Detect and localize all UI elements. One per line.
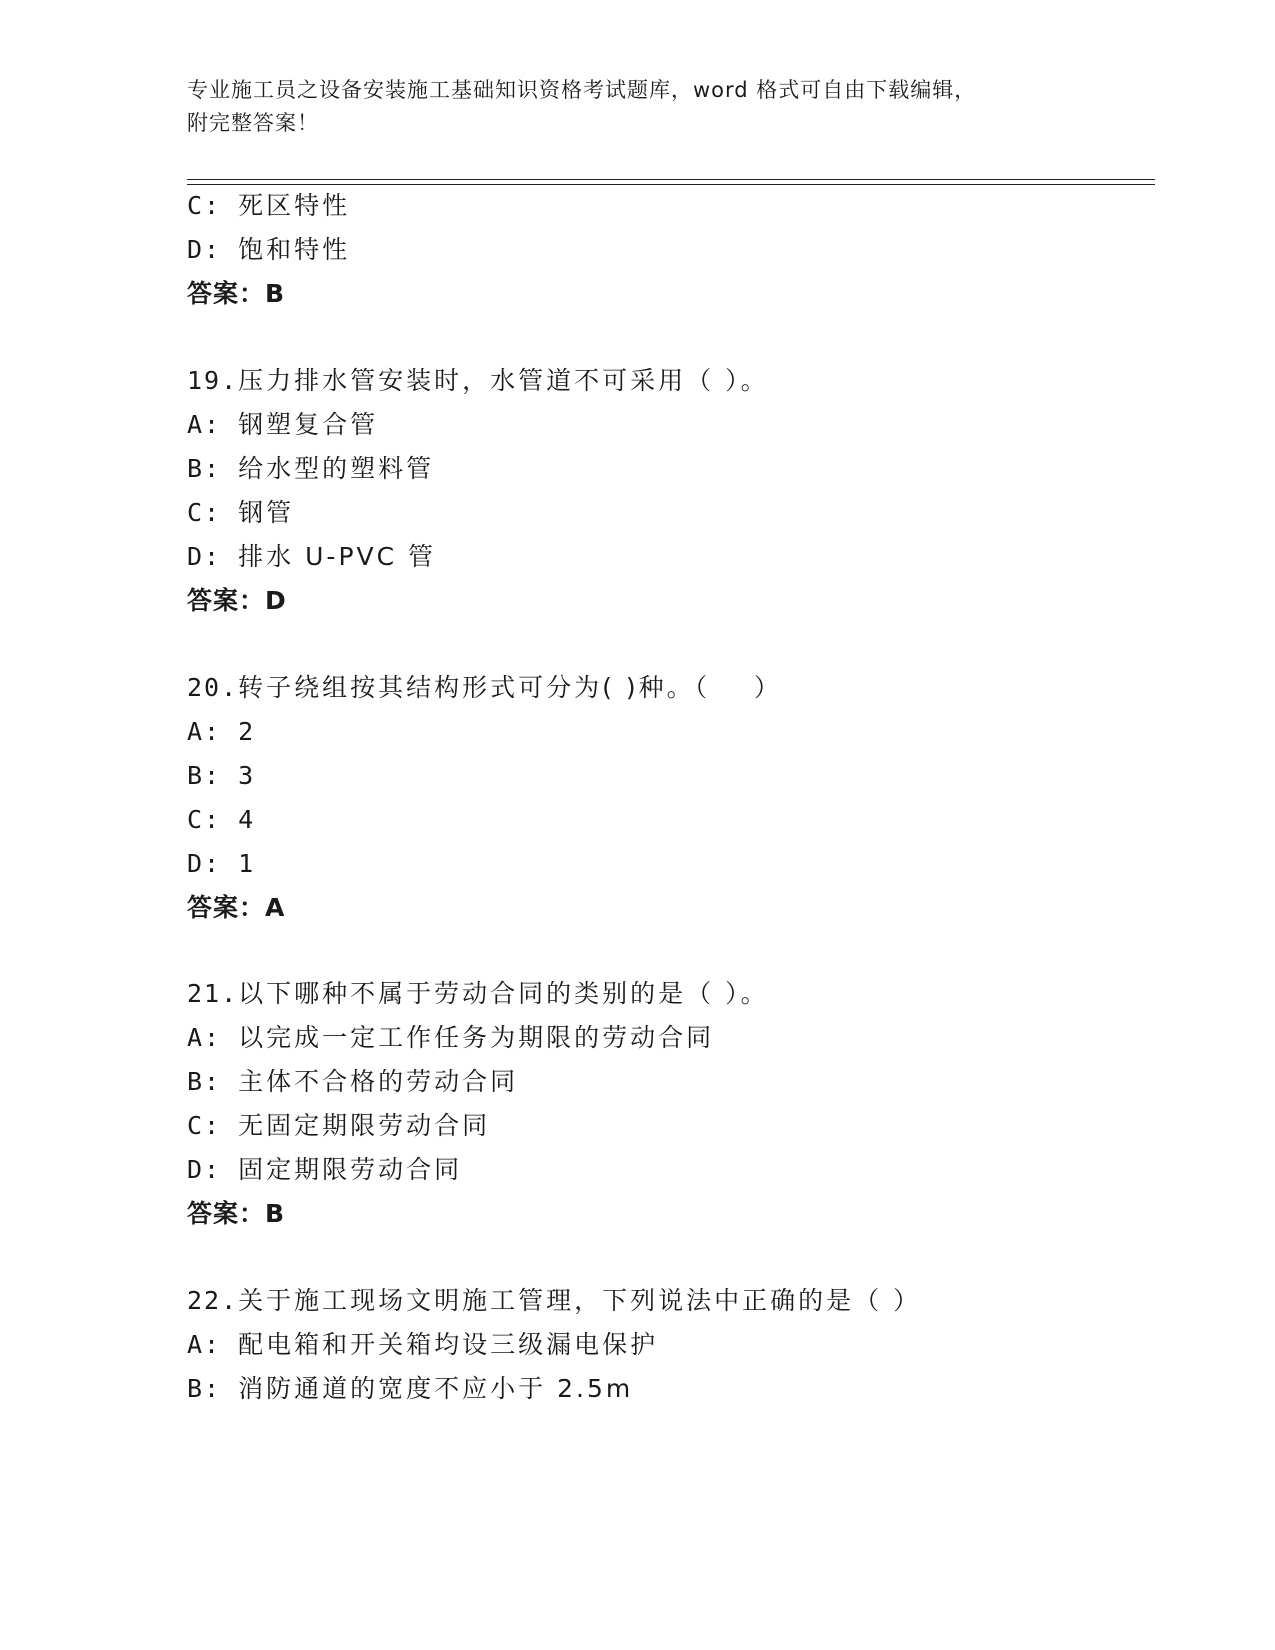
option-text: 主体不合格的劳动合同 (238, 1067, 519, 1096)
option-d (187, 234, 350, 266)
option-d (187, 541, 436, 573)
question-text: 以下哪种不属于劳动合同的类别的是（ ）。 (238, 979, 769, 1008)
option-b (187, 760, 255, 792)
option-text: 4 (238, 805, 256, 834)
option-a (187, 1022, 714, 1054)
answer-line: 答案：B (187, 279, 286, 308)
question-number: 21. (187, 979, 239, 1008)
option-text: 钢管 (238, 498, 295, 527)
question-text: 转子绕组按其结构形式可分为( )种。（ ） (238, 673, 782, 702)
option-text: 1 (238, 849, 256, 878)
option-a (187, 1329, 658, 1361)
question-stem (187, 1285, 921, 1317)
option-text: 死区特性 (238, 191, 351, 220)
option-text: 2 (238, 717, 256, 746)
option-d (187, 848, 255, 880)
option-d (187, 1154, 462, 1186)
option-key: B: (187, 1067, 222, 1096)
document-header (187, 74, 1087, 140)
option-text: 无固定期限劳动合同 (238, 1111, 491, 1140)
option-text: 3 (238, 761, 256, 790)
question-number: 22. (187, 1286, 239, 1315)
option-text: 消防通道的宽度不应小于 2.5m (238, 1374, 634, 1403)
option-text: 饱和特性 (238, 235, 351, 264)
question-stem (187, 365, 769, 397)
question-text: 压力排水管安装时，水管道不可采用（ ）。 (238, 366, 769, 395)
option-a (187, 409, 378, 441)
question-stem (187, 978, 769, 1010)
answer-line: 答案：D (187, 586, 287, 615)
option-c (187, 190, 350, 222)
option-key: C: (187, 498, 222, 527)
option-text: 配电箱和开关箱均设三级漏电保护 (238, 1330, 659, 1359)
option-c (187, 1110, 490, 1142)
option-key: D: (187, 542, 222, 571)
option-key: C: (187, 191, 222, 220)
option-key: A: (187, 1023, 222, 1052)
option-key: A: (187, 717, 222, 746)
header-divider-top (187, 179, 1155, 180)
option-b (187, 1373, 633, 1405)
option-c (187, 497, 294, 529)
option-key: C: (187, 1111, 222, 1140)
option-key: D: (187, 235, 222, 264)
option-key: B: (187, 454, 222, 483)
option-text: 钢塑复合管 (238, 410, 379, 439)
option-text: 排水 U-PVC 管 (238, 542, 437, 571)
header-line-1: 专业施工员之设备安装施工基础知识资格考试题库，word 格式可自由下载编辑， (187, 78, 977, 102)
option-a (187, 716, 255, 748)
option-key: B: (187, 1374, 222, 1403)
option-c (187, 804, 255, 836)
answer-line: 答案：A (187, 893, 286, 922)
question-stem (187, 672, 782, 704)
question-number: 19. (187, 366, 239, 395)
option-key: C: (187, 805, 222, 834)
option-key: D: (187, 849, 222, 878)
option-b (187, 453, 434, 485)
option-key: D: (187, 1155, 222, 1184)
question-number: 20. (187, 673, 239, 702)
option-text: 固定期限劳动合同 (238, 1155, 463, 1184)
option-key: A: (187, 1330, 222, 1359)
option-key: A: (187, 410, 222, 439)
answer-line: 答案：B (187, 1199, 286, 1228)
option-b (187, 1066, 518, 1098)
option-text: 给水型的塑料管 (238, 454, 435, 483)
option-text: 以完成一定工作任务为期限的劳动合同 (238, 1023, 715, 1052)
header-divider-bottom (187, 184, 1155, 185)
option-key: B: (187, 761, 222, 790)
header-line-2: 附完整答案！ (187, 111, 319, 135)
question-text: 关于施工现场文明施工管理，下列说法中正确的是（ ） (238, 1286, 922, 1315)
